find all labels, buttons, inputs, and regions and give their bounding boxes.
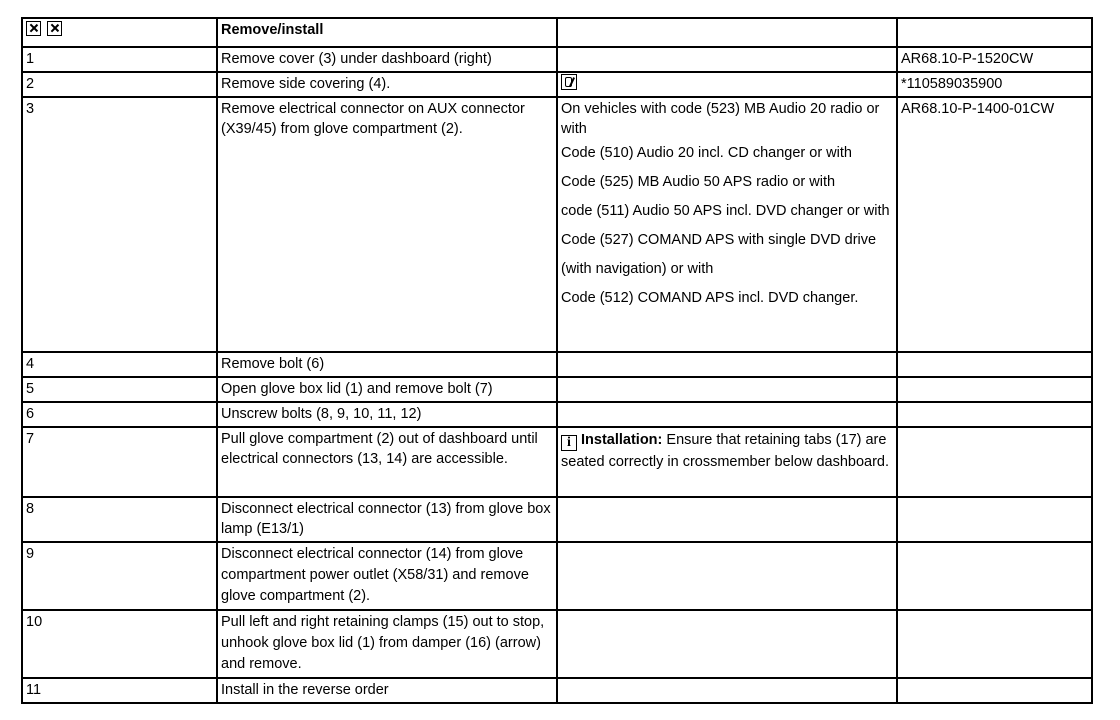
step-number: 1 <box>22 47 217 72</box>
step-number: 9 <box>22 542 217 610</box>
table-row <box>22 542 1092 610</box>
step-number: 4 <box>22 352 217 377</box>
table-row <box>22 72 1092 97</box>
note-line: code (511) Audio 50 APS incl. DVD changer or with <box>561 203 890 219</box>
step-note <box>557 352 897 377</box>
step-reference <box>897 402 1092 427</box>
note-line: Code (525) MB Audio 50 APS radio or with <box>561 174 836 190</box>
step-reference-link[interactable]: *110589035900 <box>897 72 1092 97</box>
header-title: Remove/install <box>217 18 557 47</box>
step-reference <box>897 377 1092 402</box>
step-text: Remove bolt (6) <box>217 352 557 377</box>
step-text: Unscrew bolts (8, 9, 10, 11, 12) <box>217 402 557 427</box>
step-text: Remove electrical connector on AUX connector (X39/45) from glove compartment (2). <box>217 97 557 352</box>
step-reference-link[interactable]: AR68.10-P-1520CW <box>897 47 1092 72</box>
step-number: 7 <box>22 427 217 497</box>
table-row <box>22 678 1092 703</box>
step-reference <box>897 610 1092 678</box>
step-number: 2 <box>22 72 217 97</box>
step-note <box>557 427 897 497</box>
note-line: Code (512) COMAND APS incl. DVD changer. <box>561 290 859 306</box>
header-empty-cell <box>557 18 897 47</box>
step-text: Pull left and right retaining clamps (15) out to stop, unhook glove box lid (1) from damper (16) (arrow) and remove. <box>217 610 557 678</box>
step-reference <box>897 542 1092 610</box>
step-number: 11 <box>22 678 217 703</box>
table-row <box>22 47 1092 72</box>
step-reference-link[interactable]: AR68.10-P-1400-01CW <box>897 97 1092 352</box>
step-note <box>557 497 897 542</box>
step-note <box>557 377 897 402</box>
procedure-table <box>21 17 1093 704</box>
step-text: Pull glove compartment (2) out of dashboard until electrical connectors (13, 14) are accessible. <box>217 427 557 497</box>
step-text: Remove cover (3) under dashboard (right) <box>217 47 557 72</box>
tool-icon[interactable] <box>561 74 577 90</box>
table-header-row <box>22 18 1092 47</box>
table-row <box>22 377 1092 402</box>
step-text: Disconnect electrical connector (14) from glove compartment power outlet (X58/31) and remove glove compartment (2). <box>217 542 557 610</box>
note-label: Installation: <box>581 432 663 448</box>
step-note <box>557 542 897 610</box>
header-empty-cell <box>897 18 1092 47</box>
step-number: 6 <box>22 402 217 427</box>
step-number: 5 <box>22 377 217 402</box>
step-text: Install in the reverse order <box>217 678 557 703</box>
step-reference <box>897 497 1092 542</box>
note-line: On vehicles with code (523) MB Audio 20 radio or with <box>561 101 880 137</box>
step-note <box>557 610 897 678</box>
note-line: Code (527) COMAND APS with single DVD drive (with navigation) or with <box>561 232 877 277</box>
table-row <box>22 97 1092 352</box>
table-row <box>22 427 1092 497</box>
step-reference <box>897 427 1092 497</box>
diagram-icon <box>26 21 41 36</box>
info-icon: i <box>561 435 577 451</box>
step-note <box>557 402 897 427</box>
step-text: Remove side covering (4). <box>217 72 557 97</box>
table-row <box>22 352 1092 377</box>
header-icons-cell <box>22 18 217 47</box>
table-row <box>22 497 1092 542</box>
diagram-icon <box>47 21 62 36</box>
table-row <box>22 402 1092 427</box>
step-reference <box>897 678 1092 703</box>
step-number: 10 <box>22 610 217 678</box>
step-number: 8 <box>22 497 217 542</box>
step-number: 3 <box>22 97 217 352</box>
step-reference <box>897 352 1092 377</box>
note-line: Code (510) Audio 20 incl. CD changer or with <box>561 145 852 161</box>
step-text: Open glove box lid (1) and remove bolt (7) <box>217 377 557 402</box>
step-note <box>557 47 897 72</box>
step-text: Disconnect electrical connector (13) from glove box lamp (E13/1) <box>217 497 557 542</box>
step-note <box>557 97 897 352</box>
step-note <box>557 678 897 703</box>
note-text: Ensure that retaining tabs (17) are seated correctly in crossmember below dashboard. <box>561 432 890 470</box>
step-note <box>557 72 897 97</box>
table-row <box>22 610 1092 678</box>
